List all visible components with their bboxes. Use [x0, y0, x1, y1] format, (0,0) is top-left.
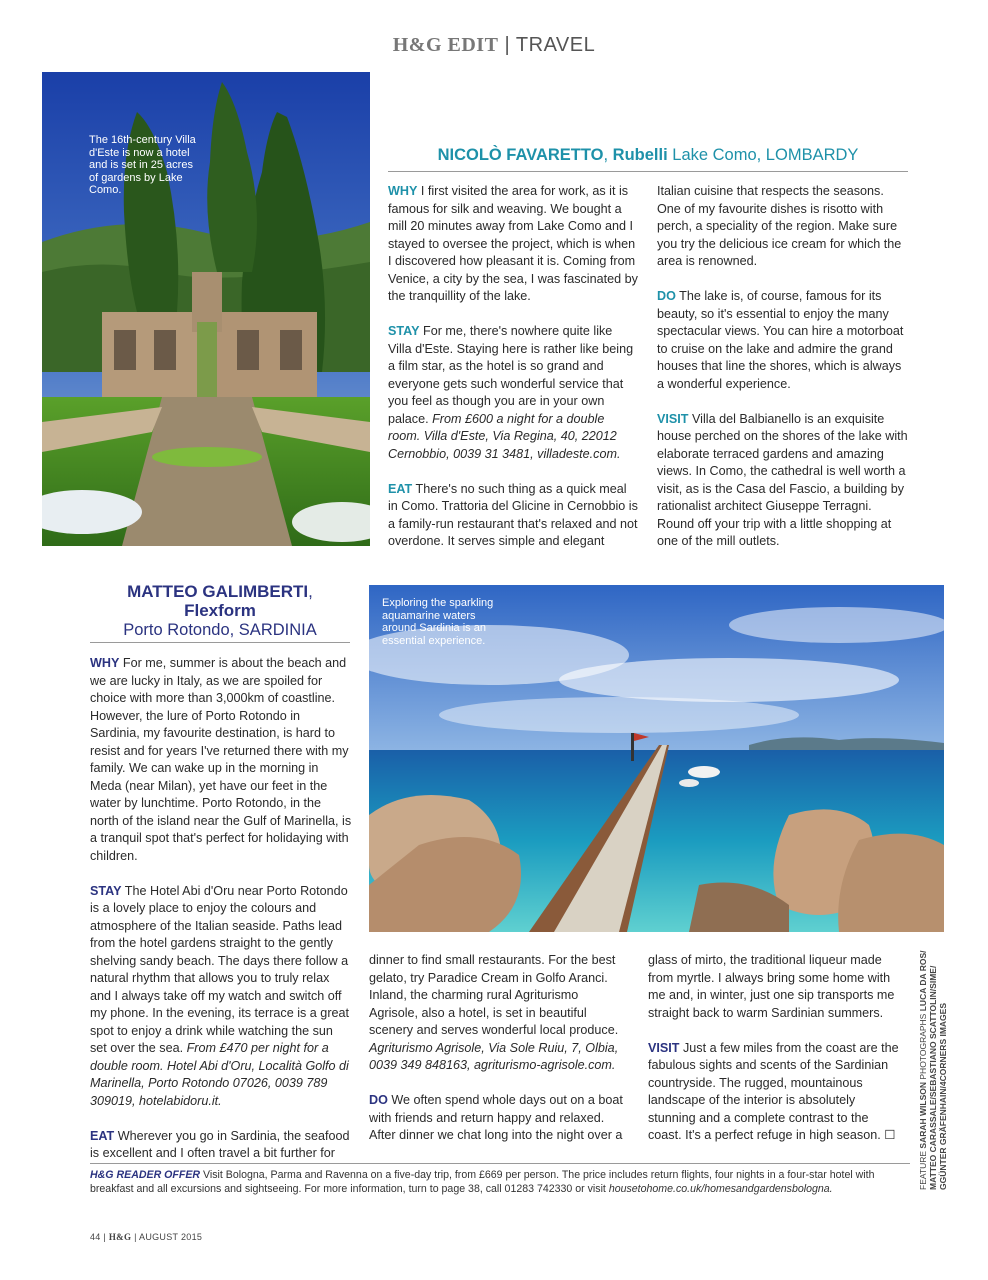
section-header	[0, 34, 988, 57]
keyword: WHY	[388, 184, 418, 198]
sardinia-photo	[369, 585, 944, 932]
page-number: 44	[90, 1232, 101, 1242]
reader-offer-link[interactable]: housetohome.co.uk/homesandgardensbologna.	[608, 1183, 833, 1195]
article-b-heading: MATTEO GALIMBERTI, Flexform Porto Rotondo, SARDINIA	[90, 582, 350, 640]
offer-rule	[90, 1163, 910, 1164]
article-b-why: WHY For me, summer is about the beach and we are lucky in Italy, as we are spoiled for choice with more than 3,000km of coastline. However, the lure of Porto Rotondo in Sardinia, my favourite destination, is hard to resist and for years I've returned there with my family. We can wake up in the morning in Meda (near Milan), yet have our feet in the water by lunchtime. Porto Rotondo, in the north of the island near the Gulf of Marinella, is a tranquil spot that's perfect for holidaying with children.	[90, 656, 352, 863]
article-b-eat-cont: dinner to find small restaurants. For the best gelato, try Paradice Cream in Golfo Aranci. Inland, the charming rural Agriturismo Agrisole, also a hotel, is set in beautiful scenery and serves wonderful local produce. Agriturismo Agrisole, Via Sole Ruiu, 7, Olbia, 0039 349 848163, agriturismo-agrisole.com.	[369, 953, 619, 1072]
keyword: EAT	[388, 481, 413, 496]
article-b-place: Porto Rotondo, SARDINIA	[123, 621, 317, 639]
article-a-stay: STAY For me, there's nowhere quite like Villa d'Este. Staying here is rather like being a film star, as the hotel is so grand and everyone gets such wonderful service that you feel as though you are in your own palace. From £600 a night for a double room. Villa d'Este, Via Regina, 40, 22012 Cernobbio, 0039 31 3481, villadeste.com.	[388, 324, 634, 461]
article-a-rule	[388, 171, 908, 172]
sardinia-caption: Exploring the sparkling aquamarine waters around Sardinia is an essential experience.	[382, 597, 494, 647]
keyword: VISIT	[657, 411, 689, 426]
article-a-visit: VISIT Villa del Balbianello is an exquisite house perched on the shores of the lake with elaborate terraced gardens and amazing views. In Como, the cathedral is well worth a visit, as is the Casa del Fascio, a building by rationalist architect Giuseppe Terragni. Round off your trip with a little shopping at one of the mill outlets.	[657, 411, 908, 548]
article-a-heading: NICOLÒ FAVARETTO, Rubelli Lake Como, LOMBARDY	[437, 146, 859, 164]
page-folio: 44 | H&G | AUGUST 2015	[90, 1232, 203, 1242]
article-b-column-2	[369, 952, 625, 1162]
keyword: DO	[657, 289, 676, 303]
keyword: STAY	[90, 883, 122, 898]
reader-offer: H&G READER OFFER Visit Bologna, Parma and Ravenna on a five-day trip, from £669 per person. The price includes return flights, four nights in a four-star hotel with breakfast and all excursions and sightseeing. For more information, turn to page 38, call 01283 742330 or visit housetohome.co.uk/homesandgardensbologna.	[90, 1169, 875, 1195]
header-separator: |	[504, 34, 511, 56]
article-b-column-3	[648, 952, 904, 1162]
article-a-why: WHY I first visited the area for work, as it is famous for silk and weaving. We bought a mill 20 minutes away from Lake Como and I stayed to oversee the project, which is when I discovered how pleasant it is. Coming from Venice, a city by the sea, I was fascinated by the tranquillity of the lake.	[388, 184, 638, 303]
article-b-company: Flexform	[184, 601, 256, 620]
article-b-column-1	[90, 655, 352, 1180]
article-a-eat: EAT There's no such thing as a quick meal in Como. Trattoria del Glicine in Cernobbio is a family-run restaurant that's relaxed and not overdone. It serves simple and elegant	[388, 481, 638, 548]
article-a-column-1	[388, 183, 638, 568]
article-b-visit: VISIT Just a few miles from the coast are the fabulous sights and scents of the Sardinian countryside. The rugged, mountainous landscape of the interior is absolutely stunning and a complete contrast to the coast. It's a perfect refuge in high season. ☐	[648, 1040, 899, 1142]
keyword: STAY	[388, 324, 420, 338]
article-b-mirto: glass of mirto, the traditional liqueur made from myrtle. I always bring some home with me and, in winter, just one sip transports me straight back to warm Sardinian summers.	[648, 953, 895, 1020]
keyword: EAT	[90, 1128, 115, 1143]
keyword: WHY	[90, 656, 120, 670]
villa-deste-photo	[42, 72, 370, 546]
keyword: DO	[369, 1093, 388, 1107]
article-b-eat: EAT Wherever you go in Sardinia, the seafood is excellent and I often travel a bit further for	[90, 1128, 350, 1160]
article-a-name: NICOLÒ FAVARETTO	[437, 146, 604, 164]
article-b-rule	[90, 642, 350, 643]
article-a-do: DO The lake is, of course, famous for its beauty, so it's essential to enjoy the many spectacular views. You can hire a motorboat to cruise on the lake and admire the grand houses that line the shores, which is always a wonderful experience.	[657, 289, 904, 391]
folio-brand: H&G	[108, 1232, 132, 1242]
keyword: VISIT	[648, 1040, 680, 1055]
magazine-brand: H&G EDIT	[392, 34, 499, 56]
article-b-name: MATTEO GALIMBERTI	[127, 582, 309, 601]
article-b-do: DO We often spend whole days out on a boat with friends and return happy and relaxed. After dinner we chat long into the night over a	[369, 1093, 623, 1142]
reader-offer-label: H&G READER OFFER	[90, 1169, 201, 1181]
article-a-company: Rubelli	[612, 146, 668, 164]
villa-deste-caption: The 16th-century Villa d'Este is now a hotel and is set in 25 acres of gardens by Lake Como.	[89, 134, 196, 196]
section-name: TRAVEL	[515, 34, 596, 56]
issue-date: AUGUST 2015	[139, 1232, 203, 1242]
article-a-place: Lake Como, LOMBARDY	[672, 146, 859, 164]
article-a-column-2	[657, 183, 909, 568]
article-b-stay: STAY The Hotel Abi d'Oru near Porto Rotondo is a lovely place to enjoy the colours and atmosphere of the Italian seaside. Paths lead from the hotel gardens straight to the gently shelving sandy beach. The days there follow a natural rhythm that allows you to truly relax and I always take off my watch and switch off my phone. In the evening, its terrace is a great spot to enjoy a drink while watching the sun set over the sea. From £470 per night for a double room. Hotel Abi d'Oru, Località Golfo di Marinella, Porto Rotondo 07026, 0039 789 309019, hotelabidoru.it.	[90, 883, 350, 1108]
article-a-eat-cont: Italian cuisine that respects the seasons. One of my favourite dishes is risotto with perch, a speciality of the region. Make sure you try the delicious ice cream for which the area is renowned.	[657, 184, 902, 268]
photo-credits: FEATURE SARAH WILSON PHOTOGRAPHS LUCA DA ROS/ MATTEO CARASSALE/SEBASTIANO SCATTOLIN/SIME/ GGÜNTER GRÄFENHAIN/4CORNERS IMAGES	[918, 950, 948, 1190]
